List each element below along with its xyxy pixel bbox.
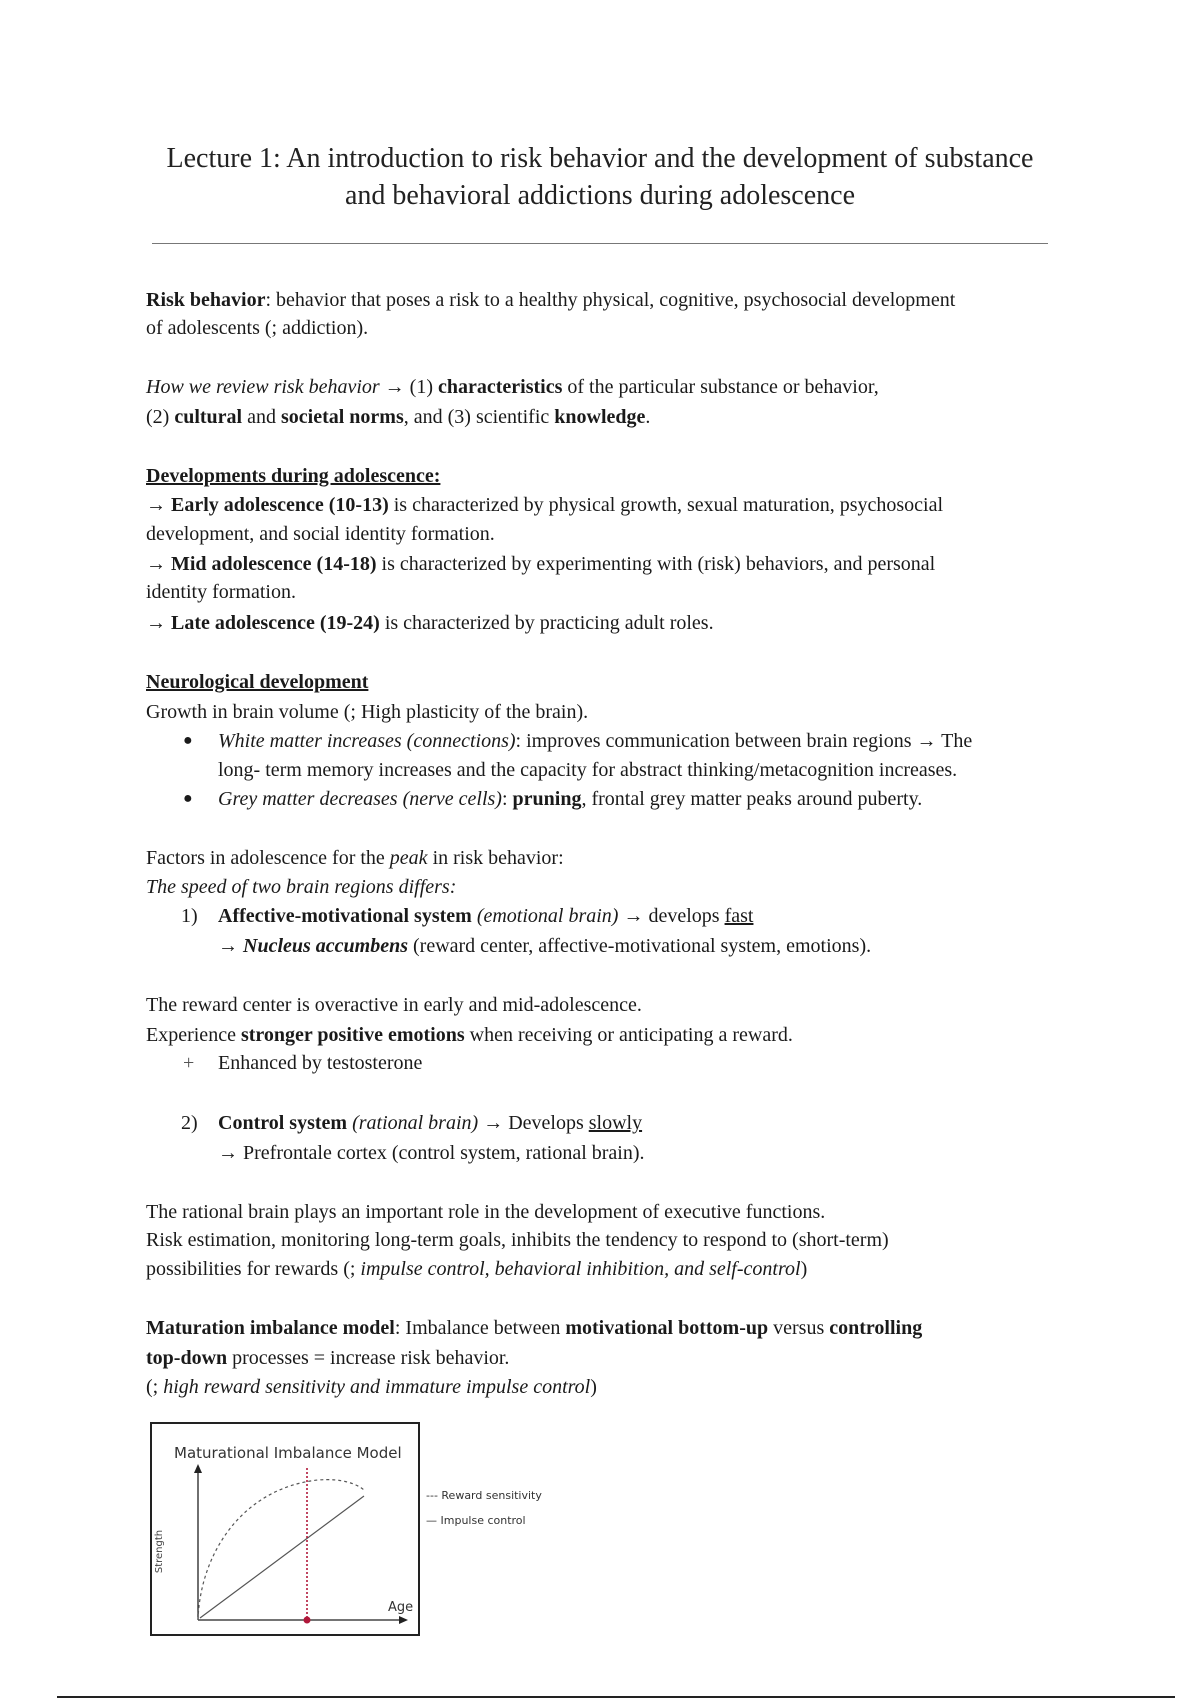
bold-text: characteristics [438, 376, 563, 398]
italic-text: How we review risk behavior [146, 376, 380, 398]
text: The reward center is overactive in early and mid-adolescence. [146, 994, 642, 1016]
rational-line-1 [146, 1200, 825, 1224]
italic-text: peak [389, 847, 428, 869]
bullet-icon: ● [183, 732, 193, 749]
text: and [242, 406, 281, 428]
text: long- term memory increases and the capacity for abstract thinking/metacognition increases. [218, 759, 958, 781]
bold-text: → Early adolescence (10-13) [146, 494, 389, 516]
text: is characterized by practicing adult roles. [379, 612, 714, 634]
text: Growth in brain volume (; High plasticity of the brain). [146, 701, 589, 723]
text: in risk behavior: [427, 847, 564, 869]
bold-text: knowledge [554, 406, 646, 428]
grey-matter-item [218, 787, 922, 811]
text: is characterized by experimenting with (risk) behaviors, and personal [376, 553, 936, 575]
text: : Imbalance between [394, 1317, 566, 1339]
white-matter-item-cont [218, 758, 957, 782]
text: (reward center, affective-motivational system, emotions). [408, 935, 872, 957]
bold-italic-text: Nucleus accumbens [243, 935, 408, 957]
text: of adolescents (; addiction). [146, 317, 369, 339]
bold-text: controlling [829, 1317, 923, 1339]
plus-icon: + [183, 1052, 195, 1074]
text: , and (3) scientific [403, 406, 555, 428]
review-line-2 [146, 405, 650, 429]
text: . [645, 406, 651, 428]
bold-text: → Late adolescence (19-24) [146, 612, 380, 634]
maturational-imbalance-figure [150, 1422, 420, 1636]
factors-line-2 [146, 875, 456, 899]
reward-line-1 [146, 993, 642, 1017]
title-line-1: Lecture 1: An introduction to risk behavior and the development of substance [166, 143, 1034, 174]
bold-text: societal norms [281, 406, 404, 428]
text: processes = increase risk behavior. [227, 1347, 510, 1369]
mid-adolescence-cont [146, 580, 296, 604]
reward-line-2 [146, 1023, 793, 1047]
prefrontal-cortex-item [218, 1141, 645, 1165]
review-line-1 [146, 375, 879, 399]
mim-line-2 [146, 1346, 509, 1370]
page-title [140, 140, 1060, 214]
title-line-2: and behavioral addictions during adolescence [344, 180, 856, 211]
text: , frontal grey matter peaks around puberty. [581, 788, 923, 810]
early-adolescence [146, 493, 943, 517]
underlined-text: slowly [588, 1112, 643, 1134]
early-adolescence-cont [146, 522, 495, 546]
bold-text: cultural [174, 406, 243, 428]
italic-text: high reward sensitivity and immature impulse control [163, 1376, 591, 1398]
nucleus-accumbens-item [218, 934, 871, 958]
rational-line-3 [146, 1257, 807, 1281]
list-number: 2) [181, 1112, 198, 1134]
neuro-heading [146, 670, 368, 694]
late-adolescence [146, 611, 714, 635]
text: (2) [146, 406, 175, 428]
bold-text: top-down [146, 1347, 228, 1369]
term-bold: Risk behavior [146, 289, 266, 311]
text: : behavior that poses a risk to a healthy physical, cognitive, psychosocial development [265, 289, 956, 311]
text: Factors in adolescence for the [146, 847, 390, 869]
control-system-item [218, 1111, 642, 1135]
text: Experience [146, 1024, 241, 1046]
section-heading: Neurological development [146, 671, 369, 693]
underlined-text: fast [724, 905, 754, 927]
bold-text: motivational bottom-up [565, 1317, 769, 1339]
figure-plot [152, 1424, 418, 1634]
bold-text: Maturation imbalance model [146, 1317, 395, 1339]
neuro-growth [146, 700, 588, 724]
legend-impulse-control: — Impulse control [426, 1514, 526, 1527]
bold-text: Control system [218, 1112, 348, 1134]
text: → Develops [478, 1112, 589, 1134]
text: Enhanced by testosterone [218, 1052, 423, 1074]
affective-system-item [218, 904, 753, 928]
bold-text: pruning [512, 788, 582, 810]
italic-text: White matter increases (connections) [218, 730, 516, 752]
text: → Prefrontale cortex (control system, rational brain). [218, 1142, 645, 1164]
mim-line-1 [146, 1316, 922, 1340]
bold-text: Affective-motivational system [218, 905, 472, 927]
white-matter-item [218, 729, 972, 753]
y-axis-arrow [194, 1464, 202, 1473]
testosterone-item [218, 1051, 422, 1075]
legend-reward-sensitivity: --- Reward sensitivity [426, 1489, 542, 1502]
text: of the particular substance or behavior, [562, 376, 879, 398]
list-number: 1) [181, 905, 198, 927]
italic-text: (emotional brain) [471, 905, 619, 927]
text: Risk estimation, monitoring long-term goals, inhibits the tendency to respond to (short-term) [146, 1229, 889, 1251]
factors-line-1 [146, 846, 564, 870]
text: : [501, 788, 513, 810]
section-heading: Developments during adolescence: [146, 465, 441, 487]
impulse-control-line [200, 1496, 364, 1618]
figure-x-label: Age [388, 1600, 414, 1615]
italic-text: The speed of two brain regions differs: [146, 876, 457, 898]
figure-title: Maturational Imbalance Model [174, 1444, 402, 1462]
figure-y-label: Strength [154, 1529, 166, 1574]
rational-line-2 [146, 1228, 889, 1252]
developments-heading [146, 464, 440, 488]
italic-text: (rational brain) [347, 1112, 479, 1134]
bold-text: → Mid adolescence (14-18) [146, 553, 377, 575]
text: : improves communication between brain regions → The [515, 730, 973, 752]
italic-text: impulse control, behavioral inhibition, and self-control [360, 1258, 801, 1280]
page-bottom-divider [57, 1696, 1175, 1698]
risk-behavior-definition [146, 288, 955, 312]
text: is characterized by physical growth, sexual maturation, psychosocial [388, 494, 944, 516]
text: The rational brain plays an important role in the development of executive functions. [146, 1201, 826, 1223]
text: possibilities for rewards (; [146, 1258, 361, 1280]
peak-marker-dot [304, 1617, 311, 1624]
bullet-icon: ● [183, 790, 193, 807]
title-divider [152, 243, 1048, 244]
text: when receiving or anticipating a reward. [464, 1024, 793, 1046]
italic-text: Grey matter decreases (nerve cells) [218, 788, 502, 810]
text: ) [590, 1376, 597, 1398]
text: → [218, 935, 243, 957]
text: → develops [618, 905, 725, 927]
text: identity formation. [146, 581, 296, 603]
risk-behavior-definition-cont [146, 316, 368, 340]
reward-sensitivity-curve [198, 1480, 364, 1620]
text: (; [146, 1376, 164, 1398]
text: development, and social identity formation. [146, 523, 495, 545]
mim-line-3 [146, 1375, 597, 1399]
text: → (1) [379, 376, 438, 398]
mid-adolescence [146, 552, 935, 576]
x-axis-arrow [399, 1616, 408, 1624]
text: ) [800, 1258, 808, 1280]
text: versus [768, 1317, 830, 1339]
bold-text: stronger positive emotions [240, 1024, 465, 1046]
